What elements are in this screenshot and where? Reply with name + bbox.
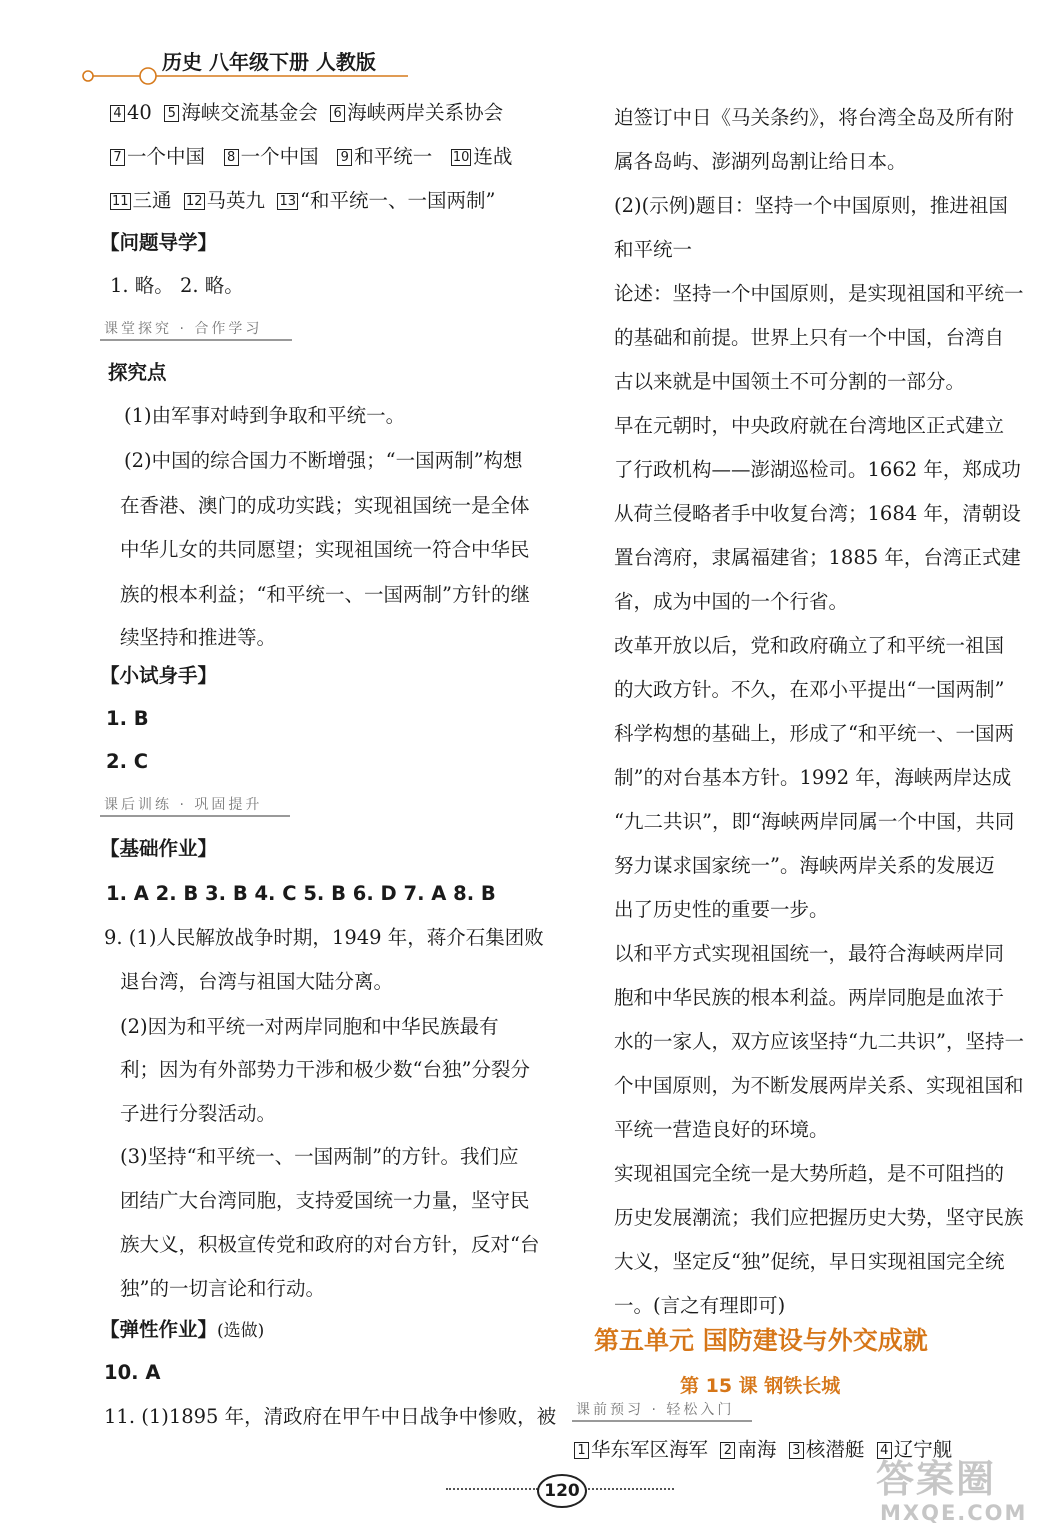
- right-line: 论述：坚持一个中国原则，是实现祖国和平统一: [614, 282, 1024, 305]
- heading-jichuzuoye: 【基础作业】: [100, 837, 218, 860]
- xiaoshi-answer-2: 2. C: [106, 750, 149, 773]
- tanxing-answer-10: 10. A: [104, 1361, 161, 1384]
- right-line: 和平统一: [614, 238, 693, 261]
- wentidaoxue-answers: 1. 略。 2. 略。: [110, 274, 244, 297]
- right-line: 实现祖国完全统一是大势所趋，是不可阻挡的: [614, 1162, 1005, 1185]
- right-line: 省，成为中国的一个行省。: [614, 590, 849, 613]
- xiaoshi-answer-1: 1. B: [106, 707, 149, 730]
- right-line: 水的一家人，双方应该坚持“九二共识”，坚持一: [614, 1030, 1024, 1053]
- right-line: 胞和中华民族的根本利益。两岸同胞是血浓于: [614, 986, 1005, 1009]
- tanjiu-line: 续坚持和推进等。: [120, 626, 277, 649]
- right-line: 了行政机构——澎湖巡检司。1662 年，郑成功: [614, 458, 1021, 481]
- right-line: 平统一营造良好的环境。: [614, 1118, 829, 1141]
- right-line: 属各岛屿、澎湖列岛割让给日本。: [614, 150, 907, 173]
- jichu-mc-answers: 1. A 2. B 3. B 4. C 5. B 6. D 7. A 8. B: [106, 882, 496, 905]
- answer-row-3: 11 三通 12 马英九 13 “和平统一、一国两制”: [112, 189, 496, 212]
- right-line: 一。(言之有理即可): [614, 1294, 786, 1317]
- right-line: “九二共识”，即“海峡两岸同属一个中国，共同: [614, 810, 1015, 833]
- heading-tanxingzuoye: 【弹性作业】(选做): [100, 1318, 265, 1341]
- tanjiu-line: 在香港、澳门的成功实践；实现祖国统一是全体: [120, 494, 530, 517]
- jichu-line: 族大义，积极宣传党和政府的对台方针，反对“台: [120, 1233, 540, 1256]
- unit-title: 第五单元 国防建设与外交成就: [594, 1326, 928, 1355]
- section-band-line: [572, 1420, 752, 1422]
- tanjiu-line: (2)中国的综合国力不断增强；“一国两制”构想: [124, 449, 523, 472]
- preview-answers: 1 华东军区海军 2 南海 3 核潜艇 4 辽宁舰: [574, 1438, 952, 1462]
- right-line: 古以来就是中国领土不可分割的一部分。: [614, 370, 966, 393]
- heading-xiaoshishenshou: 【小试身手】: [100, 664, 218, 687]
- heading-tanjiudian: 探究点: [108, 361, 167, 384]
- page-number: 120: [537, 1474, 587, 1508]
- right-line: 历史发展潮流；我们应把握历史大势，坚守民族: [614, 1206, 1024, 1229]
- answer-row-2: 7 一个中国 8 一个中国 9 和平统一 10 连战: [110, 145, 512, 169]
- answer-row-1: 4 40 5 海峡交流基金会 6 海峡两岸关系协会: [110, 101, 503, 125]
- right-line: 大义，坚定反“独”促统，早日实现祖国完全统: [614, 1250, 1005, 1273]
- tanjiu-line: 中华儿女的共同愿望；实现祖国统一符合中华民: [120, 538, 530, 561]
- jichu-line: 独”的一切言论和行动。: [120, 1277, 325, 1300]
- footer-dots-left: [446, 1488, 538, 1490]
- right-line: 的基础和前提。世界上只有一个中国，台湾自: [614, 326, 1005, 349]
- tanjiu-line: (1)由军事对峙到争取和平统一。: [124, 404, 406, 427]
- tanjiu-line: 族的根本利益；“和平统一、一国两制”方针的继: [120, 583, 530, 606]
- right-line: 努力谋求国家统一”。海峡两岸关系的发展迈: [614, 854, 995, 877]
- right-line: 制”的对台基本方针。1992 年，海峡两岸达成: [614, 766, 1012, 789]
- section-band-line: [100, 815, 290, 817]
- right-line: (2)(示例)题目：坚持一个中国原则，推进祖国: [614, 194, 1008, 217]
- jichu-line: 9. (1)人民解放战争时期，1949 年，蒋介石集团败: [104, 926, 544, 949]
- section-band-ketang: 课堂探究 · 合作学习: [104, 321, 263, 337]
- book-title: 历史 八年级下册 人教版: [162, 50, 376, 74]
- right-line: 个中国原则，为不断发展两岸关系、实现祖国和: [614, 1074, 1024, 1097]
- right-line: 迫签订中日《马关条约》，将台湾全岛及所有附: [614, 106, 1014, 129]
- right-line: 早在元朝时，中央政府就在台湾地区正式建立: [614, 414, 1005, 437]
- right-line: 的大政方针。不久，在邓小平提出“一国两制”: [614, 678, 1005, 701]
- jichu-line: (2)因为和平统一对两岸同胞和中华民族最有: [120, 1015, 499, 1038]
- jichu-line: 退台湾，台湾与祖国大陆分离。: [120, 970, 394, 993]
- lesson-title: 第 15 课 钢铁长城: [680, 1375, 841, 1397]
- section-band-keqian: 课前预习 · 轻松入门: [576, 1402, 735, 1418]
- right-line: 置台湾府，隶属福建省；1885 年，台湾正式建: [614, 546, 1021, 569]
- jichu-line: 子进行分裂活动。: [120, 1102, 277, 1125]
- heading-wentidaoxue: 【问题导学】: [100, 231, 218, 254]
- right-line: 以和平方式实现祖国统一，最符合海峡两岸同: [614, 942, 1005, 965]
- footer-dots-right: [584, 1488, 674, 1490]
- right-line: 科学构想的基础上，形成了“和平统一、一国两: [614, 722, 1014, 745]
- section-band-line: [100, 339, 292, 341]
- right-line: 出了历史性的重要一步。: [614, 898, 829, 921]
- tanxing-answer-11: 11. (1)1895 年，清政府在甲午中日战争中惨败，被: [104, 1405, 557, 1428]
- right-line: 改革开放以后，党和政府确立了和平统一祖国: [614, 634, 1005, 657]
- jichu-line: (3)坚持“和平统一、一国两制”的方针。我们应: [120, 1145, 519, 1168]
- right-line: 从荷兰侵略者手中收复台湾；1684 年，清朝设: [614, 502, 1021, 525]
- section-band-kehou: 课后训练 · 巩固提升: [104, 797, 263, 813]
- jichu-line: 利；因为有外部势力干涉和极少数“台独”分裂分: [120, 1058, 530, 1081]
- jichu-line: 团结广大台湾同胞，支持爱国统一力量，坚守民: [120, 1189, 530, 1212]
